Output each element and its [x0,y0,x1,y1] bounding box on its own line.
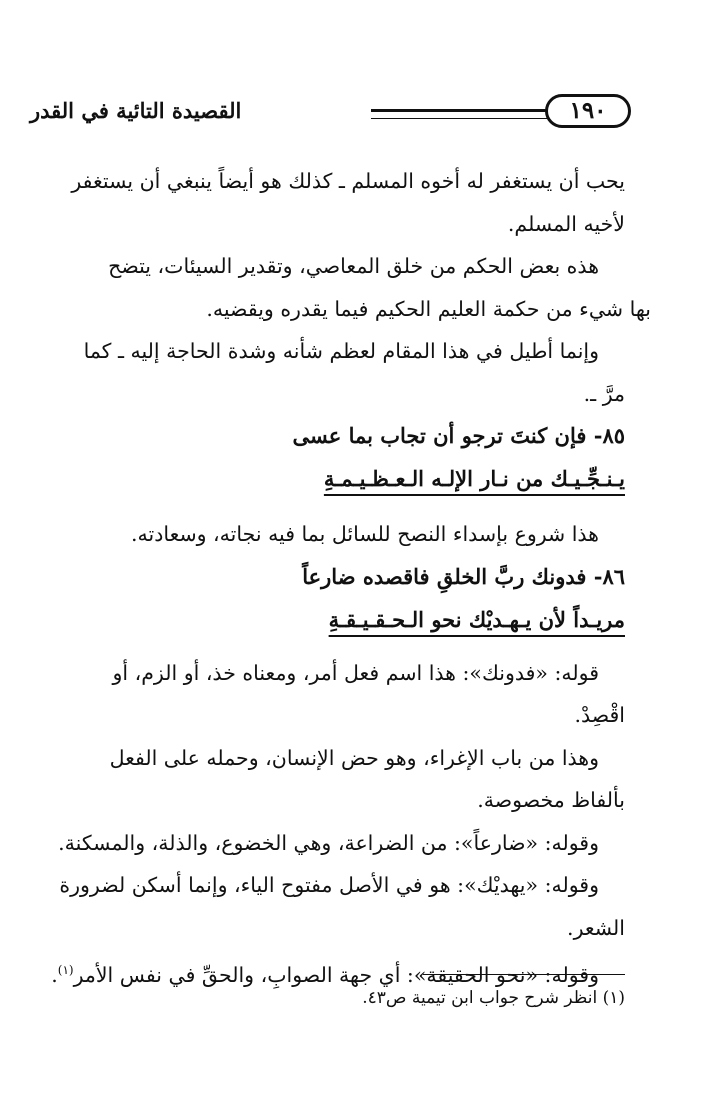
text-line: بها شيء من حكمة العليم الحكيم فيما يقدره ويقضيه. [206,296,651,321]
running-title: القصيدة التائية في القدر [30,98,242,123]
text-line: مرَّ ـ. [583,381,625,406]
paragraph-3 [30,330,625,415]
paragraph-6 [30,737,625,822]
verse-86-second-hemistich: مريـداً لأن يـهـديْك نحو الـحـقـيـقـةِ [328,606,625,632]
footnote-separator [423,974,625,975]
paragraph-4: هذا شروع بإسداء النصح للسائل بما فيه نجاته، وسعادته. [130,522,599,546]
running-header [30,92,631,138]
paragraph-8 [30,864,625,949]
text-line: وإنما أطيل في هذا المقام لعظم شأنه وشدة الحاجة إليه ـ كما [83,339,599,363]
paragraph-2 [30,245,651,330]
text-line: يحب أن يستغفر له أخوه المسلم ـ كذلك هو أيضاً ينبغي أن يستغفر [71,169,625,193]
text-line: بألفاظ مخصوصة. [477,788,625,812]
text-line: وقوله: «نحو الحقيقة»: أي جهة الصوابِ، والحقِّ في نفس الأمر [73,962,599,987]
header-rule [371,109,549,119]
paragraph-5 [30,652,625,737]
footnote: (١) انظر شرح جواب ابن تيمية ص٤٣. [362,988,625,1008]
verse-85-first-hemistich: ٨٥- فإن كنتَ ترجو أن تجاب بما عسى [292,423,625,448]
footnote-reference: (١) [57,963,74,977]
text-line: اقْصِدْ. [574,703,625,727]
text-line: هذه بعض الحكم من خلق المعاصي، وتقدير السيئات، يتضح [108,254,599,278]
verse-85-second-hemistich: يـنـجِّـيـك من نـار الإلـه الـعـظـيـمـةِ [323,466,625,491]
paragraph-7: وقوله: «ضارعاً»: من الضراعة، وهي الخضوع، والذلة، والمسكنة. [58,830,599,855]
page-number: ١٩٠ [545,94,631,128]
text-line: الشعر. [567,915,625,940]
paragraph-1 [30,160,625,245]
text-line: قوله: «فدونك»: هذا اسم فعل أمر، ومعناه خذ، أو الزم، أو [112,660,599,685]
verse-86-first-hemistich: ٨٦- فدونك ربَّ الخلقِ فاقصده ضارعاً [302,563,625,589]
sentence-end: . [51,962,58,987]
verse-85 [30,415,625,505]
text-line: وهذا من باب الإغراء، وهو حض الإنسان، وحمله على الفعل [109,745,599,770]
verse-86 [30,556,625,646]
text-line: وقوله: «يهديْك»: هو في الأصل مفتوح الياء، وإنما أسكن لضرورة [59,873,599,897]
text-line: لأخيه المسلم. [507,211,625,236]
main-text [30,160,651,996]
